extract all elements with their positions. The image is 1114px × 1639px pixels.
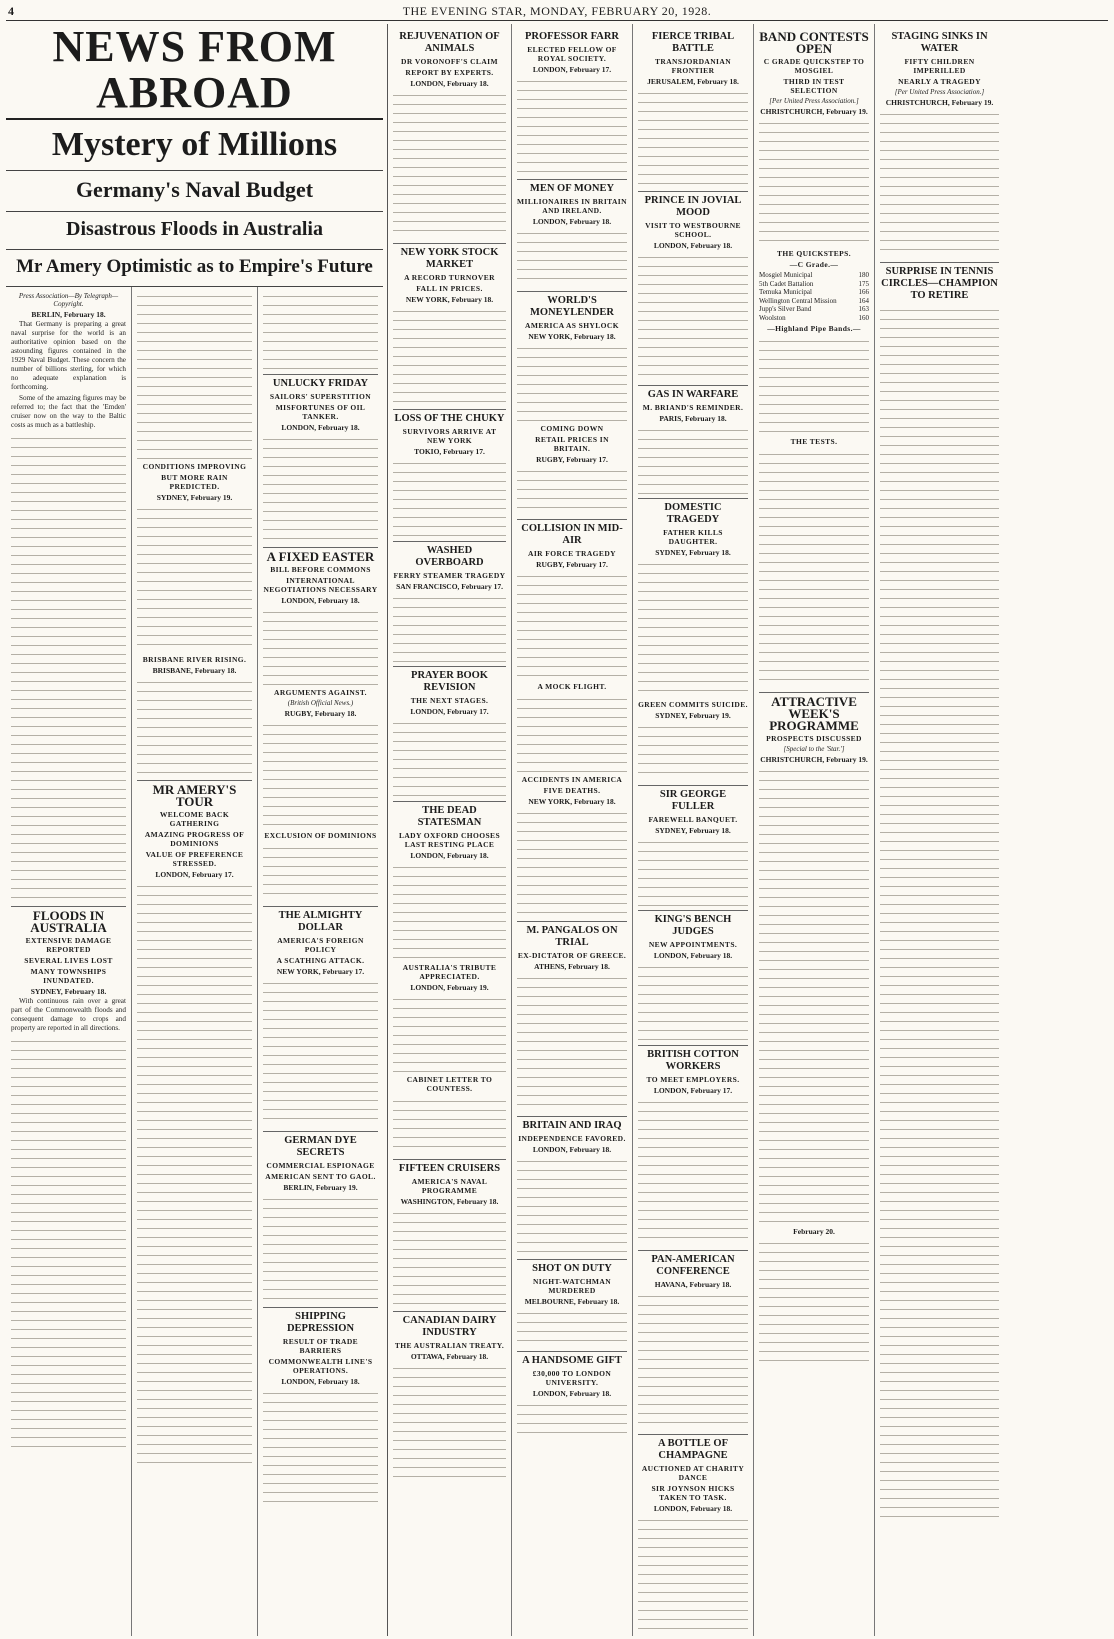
dateline: LONDON, February 17.	[532, 65, 612, 74]
dateline: LONDON, February 17.	[653, 1086, 733, 1095]
credit-line: [Per United Press Association.]	[894, 88, 985, 96]
band-points: 175	[858, 279, 869, 288]
subhead: BUT MORE RAIN PREDICTED.	[161, 473, 228, 491]
article-body	[638, 721, 748, 781]
masthead	[6, 4, 1108, 21]
subhead: ELECTED FELLOW OF ROYAL SOCIETY.	[527, 45, 617, 63]
headline: PROFESSOR FARR	[524, 31, 620, 42]
subhead: AMERICAN SENT TO GAOL.	[265, 1172, 376, 1181]
lead-column-1	[6, 287, 132, 1636]
article-body	[393, 993, 506, 1073]
article-body	[137, 676, 252, 776]
headline: PRINCE IN JOVIAL MOOD	[638, 191, 748, 219]
dateline: SYDNEY, February 18.	[30, 987, 107, 996]
credit-line: (British Official News.)	[287, 699, 354, 707]
dateline: NEW YORK, February 18.	[405, 295, 494, 304]
dateline: RUGBY, February 17.	[536, 560, 608, 569]
subhead: FATHER KILLS DAUGHTER.	[663, 528, 723, 546]
dateline: CHRISTCHURCH, February 19.	[760, 755, 868, 764]
subhead: PROSPECTS DISCUSSED	[766, 734, 862, 743]
dateline: LONDON, February 18.	[410, 851, 489, 860]
subhead: ACCIDENTS IN AMERICA	[521, 775, 623, 784]
amery-headline: MR AMERY'S TOUR	[137, 780, 252, 808]
headline: STAGING SINKS IN WATER	[891, 31, 988, 54]
article-body	[759, 765, 869, 1225]
dateline: LONDON, February 17.	[155, 870, 234, 879]
article-body	[393, 1095, 506, 1155]
article-body	[517, 1307, 627, 1347]
article-body	[137, 503, 252, 653]
dateline: LONDON, February 18.	[281, 596, 360, 605]
credit-line: [Per United Press Association.]	[769, 97, 859, 105]
subhead: M. BRIAND'S REMINDER.	[642, 403, 744, 412]
subhead: FALL IN PRICES.	[416, 284, 483, 293]
article-body	[759, 1237, 869, 1367]
subhead: EXCLUSION OF DOMINIONS	[264, 831, 377, 840]
article-body	[517, 342, 627, 422]
headline: A HANDSOME GIFT	[517, 1351, 627, 1367]
headline: GAS IN WARFARE	[638, 385, 748, 401]
article-body	[638, 251, 748, 381]
headline: SHOT ON DUTY	[517, 1259, 627, 1275]
article-body	[393, 861, 506, 961]
article-body-continued	[11, 1035, 126, 1455]
article-body	[880, 304, 999, 1524]
dateline: JERUSALEM, February 18.	[647, 77, 739, 86]
dateline: NEW YORK, February 18.	[528, 332, 616, 341]
subhead: ARGUMENTS AGAINST.	[274, 688, 367, 697]
dateline: BRISBANE, February 18.	[152, 666, 237, 675]
article-body	[638, 424, 748, 494]
subhead: SURVIVORS ARRIVE AT NEW YORK	[402, 427, 497, 445]
band-points: 180	[858, 271, 869, 279]
table-row	[759, 271, 869, 280]
subhead: RETAIL PRICES IN BRITAIN.	[535, 435, 609, 453]
subhead: —C Grade.—	[789, 260, 839, 269]
subhead: AMAZING PROGRESS OF DOMINIONS	[144, 830, 245, 848]
subhead: FAREWELL BANQUET.	[648, 815, 738, 824]
article-body	[517, 693, 627, 773]
headline: FIERCE TRIBAL BATTLE	[651, 31, 735, 54]
dateline: RUGBY, February 17.	[536, 455, 608, 464]
headline: PAN-AMERICAN CONFERENCE	[638, 1250, 748, 1278]
quickstep-results-table	[759, 271, 869, 322]
article-body	[393, 457, 506, 537]
dateline: HAVANA, February 18.	[654, 1280, 732, 1289]
subhead: AIR FORCE TRAGEDY	[528, 549, 616, 558]
dateline: SYDNEY, February 18.	[655, 826, 731, 835]
article-body	[517, 1399, 627, 1439]
article-body	[517, 75, 627, 175]
dateline: LONDON, February 18.	[281, 423, 360, 432]
article-body	[517, 1155, 627, 1255]
subhead: FIVE DEATHS.	[543, 786, 601, 795]
headline: COLLISION IN MID-AIR	[517, 519, 627, 547]
table-row	[759, 288, 869, 297]
article-body	[393, 305, 506, 405]
article-body	[137, 880, 252, 1470]
headline: NEW YORK STOCK MARKET	[393, 243, 506, 271]
article-body-continued	[11, 432, 126, 902]
band-name: Temuka Municipal	[759, 288, 812, 296]
lead-subhead-2: Disastrous Floods in Australia	[6, 211, 383, 241]
subhead: SAILORS' SUPERSTITION	[269, 392, 372, 401]
article-body	[638, 1096, 748, 1246]
subhead: A MOCK FLIGHT.	[537, 682, 607, 691]
dateline: SYDNEY, February 19.	[655, 711, 731, 720]
dateline: LONDON, February 18.	[410, 79, 489, 88]
band-name: Woolston	[759, 313, 786, 322]
subhead: CONDITIONS IMPROVING	[142, 462, 247, 471]
credit-line: [Special to the 'Star.']	[783, 745, 845, 753]
subhead: BRISBANE RIVER RISING.	[142, 655, 247, 664]
subhead: AMERICA'S FOREIGN POLICY	[277, 936, 364, 954]
table-row	[759, 297, 869, 306]
table-row	[759, 314, 869, 323]
band-points: 163	[858, 305, 869, 313]
credit-line: Press Association—By Telegraph—Copyright.	[18, 292, 119, 308]
article-body	[638, 558, 748, 698]
article-body	[517, 570, 627, 680]
article-body	[517, 972, 627, 1112]
subhead: CABINET LETTER TO COUNTESS.	[406, 1075, 493, 1093]
headline: LOSS OF THE CHUKY	[393, 409, 506, 425]
results-table	[759, 335, 869, 435]
subhead: COMMONWEALTH LINE'S OPERATIONS.	[268, 1357, 373, 1375]
headline: CANADIAN DAIRY INDUSTRY	[393, 1311, 506, 1339]
dateline: NEW YORK, February 18.	[528, 797, 616, 806]
subhead: WELCOME BACK GATHERING	[159, 810, 230, 828]
table-row	[759, 305, 869, 314]
article-body	[393, 717, 506, 797]
band-points: 166	[858, 288, 869, 296]
dateline: BERLIN, February 18.	[31, 310, 106, 319]
lead-column-3	[258, 287, 383, 1636]
subhead: TO MEET EMPLOYERS.	[646, 1075, 740, 1084]
headline: BAND CONTESTS OPEN	[759, 29, 869, 56]
headline: SURPRISE IN TENNIS CIRCLES—CHAMPION TO RETIRE	[880, 262, 999, 302]
article-body	[759, 117, 869, 247]
subhead: MISFORTUNES OF OIL TANKER.	[275, 403, 366, 421]
column-5	[512, 24, 633, 1636]
headline: MEN OF MONEY	[517, 179, 627, 195]
subhead: £30,000 TO LONDON UNIVERSITY.	[532, 1369, 612, 1387]
lead-section	[6, 24, 388, 1636]
subhead: NEARLY A TRAGEDY	[898, 77, 981, 86]
dateline: LONDON, February 18.	[532, 1389, 612, 1398]
article-body	[263, 1193, 378, 1303]
headline: BRITAIN AND IRAQ	[517, 1116, 627, 1132]
headline: UNLUCKY FRIDAY	[263, 374, 378, 390]
dateline: CHRISTCHURCH, February 19.	[760, 107, 868, 116]
article-body	[638, 1290, 748, 1430]
floods-subhead-2: SEVERAL LIVES LOST	[24, 956, 113, 965]
headline: WASHED OVERBOARD	[393, 541, 506, 569]
dateline: February 20.	[793, 1227, 835, 1236]
table-row	[759, 280, 869, 289]
dateline: SYDNEY, February 18.	[655, 548, 731, 557]
headline: ATTRACTIVE WEEK'S PROGRAMME	[759, 692, 869, 732]
section-banner: NEWS FROM ABROAD	[6, 24, 383, 120]
article-body	[263, 433, 378, 543]
headline: SIR GEORGE FULLER	[638, 785, 748, 813]
article-body-continued	[263, 290, 378, 370]
headline: THE DEAD STATESMAN	[393, 801, 506, 829]
headline: SHIPPING DEPRESSION	[263, 1307, 378, 1335]
subhead: FIFTY CHILDREN IMPERILLED	[904, 57, 975, 75]
lead-column-2	[132, 287, 258, 1636]
dateline: SYDNEY, February 19.	[156, 493, 233, 502]
subhead: AMERICA'S NAVAL PROGRAMME	[411, 1177, 488, 1195]
article-body	[638, 961, 748, 1041]
dateline: PARIS, February 18.	[659, 414, 727, 423]
article-body	[517, 807, 627, 917]
floods-subhead-1: EXTENSIVE DAMAGE REPORTED	[25, 936, 112, 954]
subhead: COMING DOWN	[540, 424, 604, 433]
band-name: Mosgiel Municipal	[759, 271, 813, 279]
subhead: NEW APPOINTMENTS.	[648, 940, 738, 949]
lead-headline: Mystery of Millions	[51, 126, 338, 163]
article-body	[263, 606, 378, 686]
dateline: CHRISTCHURCH, February 19.	[885, 98, 994, 107]
subhead: RESULT OF TRADE BARRIERS	[282, 1337, 359, 1355]
subhead: A RECORD TURNOVER	[404, 273, 495, 282]
masthead-title: THE EVENING STAR, MONDAY, FEBRUARY 20, 1928.	[402, 4, 712, 18]
dateline: LONDON, February 18.	[281, 1377, 360, 1386]
article-body	[638, 836, 748, 906]
subhead: VALUE OF PREFERENCE STRESSED.	[145, 850, 244, 868]
article-body	[393, 1362, 506, 1482]
column-4	[388, 24, 512, 1636]
band-points: 160	[858, 313, 869, 322]
headline: A FIXED EASTER	[263, 547, 378, 563]
headline: KING'S BENCH JUDGES	[638, 910, 748, 938]
subhead: COMMERCIAL ESPIONAGE	[266, 1161, 375, 1170]
dateline: NEW YORK, February 17.	[276, 967, 365, 976]
headline: DOMESTIC TRAGEDY	[638, 498, 748, 526]
dateline: LONDON, February 19.	[410, 983, 489, 992]
headline: PRAYER BOOK REVISION	[393, 666, 506, 694]
dateline: ATHENS, February 18.	[534, 962, 610, 971]
dateline: LONDON, February 18.	[532, 1145, 612, 1154]
subhead: AMERICA AS SHYLOCK	[525, 321, 619, 330]
article-body	[638, 87, 748, 187]
dateline: BERLIN, February 19.	[283, 1183, 358, 1192]
dateline: LONDON, February 18.	[653, 1504, 733, 1513]
article-body	[517, 227, 627, 287]
headline: REJUVENATION OF ANIMALS	[399, 31, 500, 54]
subhead: C GRADE QUICKSTEP TO MOSGIEL	[763, 57, 865, 75]
article-body	[880, 108, 999, 258]
band-points: 164	[858, 296, 869, 305]
article-body-continued	[137, 290, 252, 460]
headline: M. PANGALOS ON TRIAL	[517, 921, 627, 949]
subhead: FERRY STEAMER TRAGEDY	[393, 571, 506, 580]
article-body	[263, 977, 378, 1127]
article-body	[263, 1387, 378, 1507]
article-text: With continuous rain over a great part of the Commonwealth floods and consequent damage to crops and property are reported in all directions.	[11, 997, 126, 1032]
dateline: SAN FRANCISCO, February 17.	[396, 582, 503, 591]
dateline: LONDON, February 17.	[410, 707, 489, 716]
subhead: THE QUICKSTEPS.	[777, 249, 851, 258]
dateline: RUGBY, February 18.	[284, 709, 357, 718]
subhead: SIR JOYNSON HICKS TAKEN TO TASK.	[651, 1484, 735, 1502]
subhead: THE AUSTRALIAN TREATY.	[394, 1341, 505, 1350]
subhead: EX-DICTATOR OF GREECE.	[517, 951, 627, 960]
subhead: NIGHT-WATCHMAN MURDERED	[532, 1277, 612, 1295]
article-body	[263, 719, 378, 829]
subhead: GREEN COMMITS SUICIDE.	[638, 700, 748, 709]
subhead: INTERNATIONAL NEGOTIATIONS NECESSARY	[263, 576, 378, 594]
article-body	[263, 842, 378, 902]
article-body	[759, 448, 869, 688]
band-name: Wellington Central Mission	[759, 296, 837, 305]
subhead: BILL BEFORE COMMONS	[270, 565, 371, 574]
headline: THE ALMIGHTY DOLLAR	[263, 906, 378, 934]
subhead: DR VORONOFF'S CLAIM	[401, 57, 498, 66]
subhead: LADY OXFORD CHOOSES LAST RESTING PLACE	[398, 831, 501, 849]
band-name: Jupp's Silver Band	[759, 305, 812, 313]
column-7	[754, 24, 875, 1636]
column-6	[633, 24, 754, 1636]
column-8	[875, 24, 1004, 1636]
dateline: MELBOURNE, February 18.	[524, 1297, 620, 1306]
subhead: THIRD IN TEST SELECTION	[783, 77, 845, 95]
subhead: REPORT BY EXPERTS.	[405, 68, 494, 77]
lead-subhead-3: Mr Amery Optimistic as to Empire's Future	[6, 249, 383, 278]
subhead: THE TESTS.	[790, 437, 838, 446]
dateline: LONDON, February 18.	[653, 241, 733, 250]
dateline: LONDON, February 18.	[653, 951, 733, 960]
subhead: AUSTRALIA'S TRIBUTE APPRECIATED.	[402, 963, 497, 981]
subhead: INDEPENDENCE FAVORED.	[518, 1134, 626, 1143]
article-body	[517, 465, 627, 515]
band-name: 5th Cadet Battalion	[759, 279, 814, 288]
article-body	[393, 592, 506, 662]
headline: GERMAN DYE SECRETS	[263, 1131, 378, 1159]
dateline: WASHINGTON, February 18.	[400, 1197, 499, 1206]
subhead: —Highland Pipe Bands.—	[767, 324, 861, 333]
subhead: AUCTIONED AT CHARITY DANCE	[641, 1464, 745, 1482]
subhead: VISIT TO WESTBOURNE SCHOOL.	[645, 221, 741, 239]
headline: BRITISH COTTON WORKERS	[638, 1045, 748, 1073]
article-body	[393, 1207, 506, 1307]
subhead: MILLIONAIRES IN BRITAIN AND IRELAND.	[517, 197, 627, 215]
subhead: THE NEXT STAGES.	[410, 696, 489, 705]
dateline: TOKIO, February 17.	[414, 447, 485, 456]
article-text: That Germany is preparing a great naval surprise for the world is an authoritative opinion based on the astounding figures contained in the 1929 Naval Budget. These concern the number of billions sterling, for which no adequate explanation is forthcoming. Some of the amazing figures may be referred to; the fact that the 'Emden' cruiser now on the way to the Baltic costs as much as a battleship.	[11, 320, 126, 429]
subhead: A SCATHING ATTACK.	[276, 956, 365, 965]
dateline: OTTAWA, February 18.	[410, 1352, 489, 1361]
subhead: TRANSJORDANIAN FRONTIER	[654, 57, 732, 75]
headline: WORLD'S MONEYLENDER	[517, 291, 627, 319]
article-body	[638, 1514, 748, 1636]
floods-subhead-3: MANY TOWNSHIPS INUNDATED.	[30, 967, 107, 985]
floods-headline: FLOODS IN AUSTRALIA	[11, 906, 126, 934]
dateline: LONDON, February 18.	[532, 217, 612, 226]
article-body	[393, 89, 506, 239]
headline: FIFTEEN CRUISERS	[393, 1159, 506, 1175]
lead-subhead-1: Germany's Naval Budget	[6, 170, 383, 203]
headline: A BOTTLE OF CHAMPAGNE	[638, 1434, 748, 1462]
page-number: 4	[8, 4, 14, 18]
